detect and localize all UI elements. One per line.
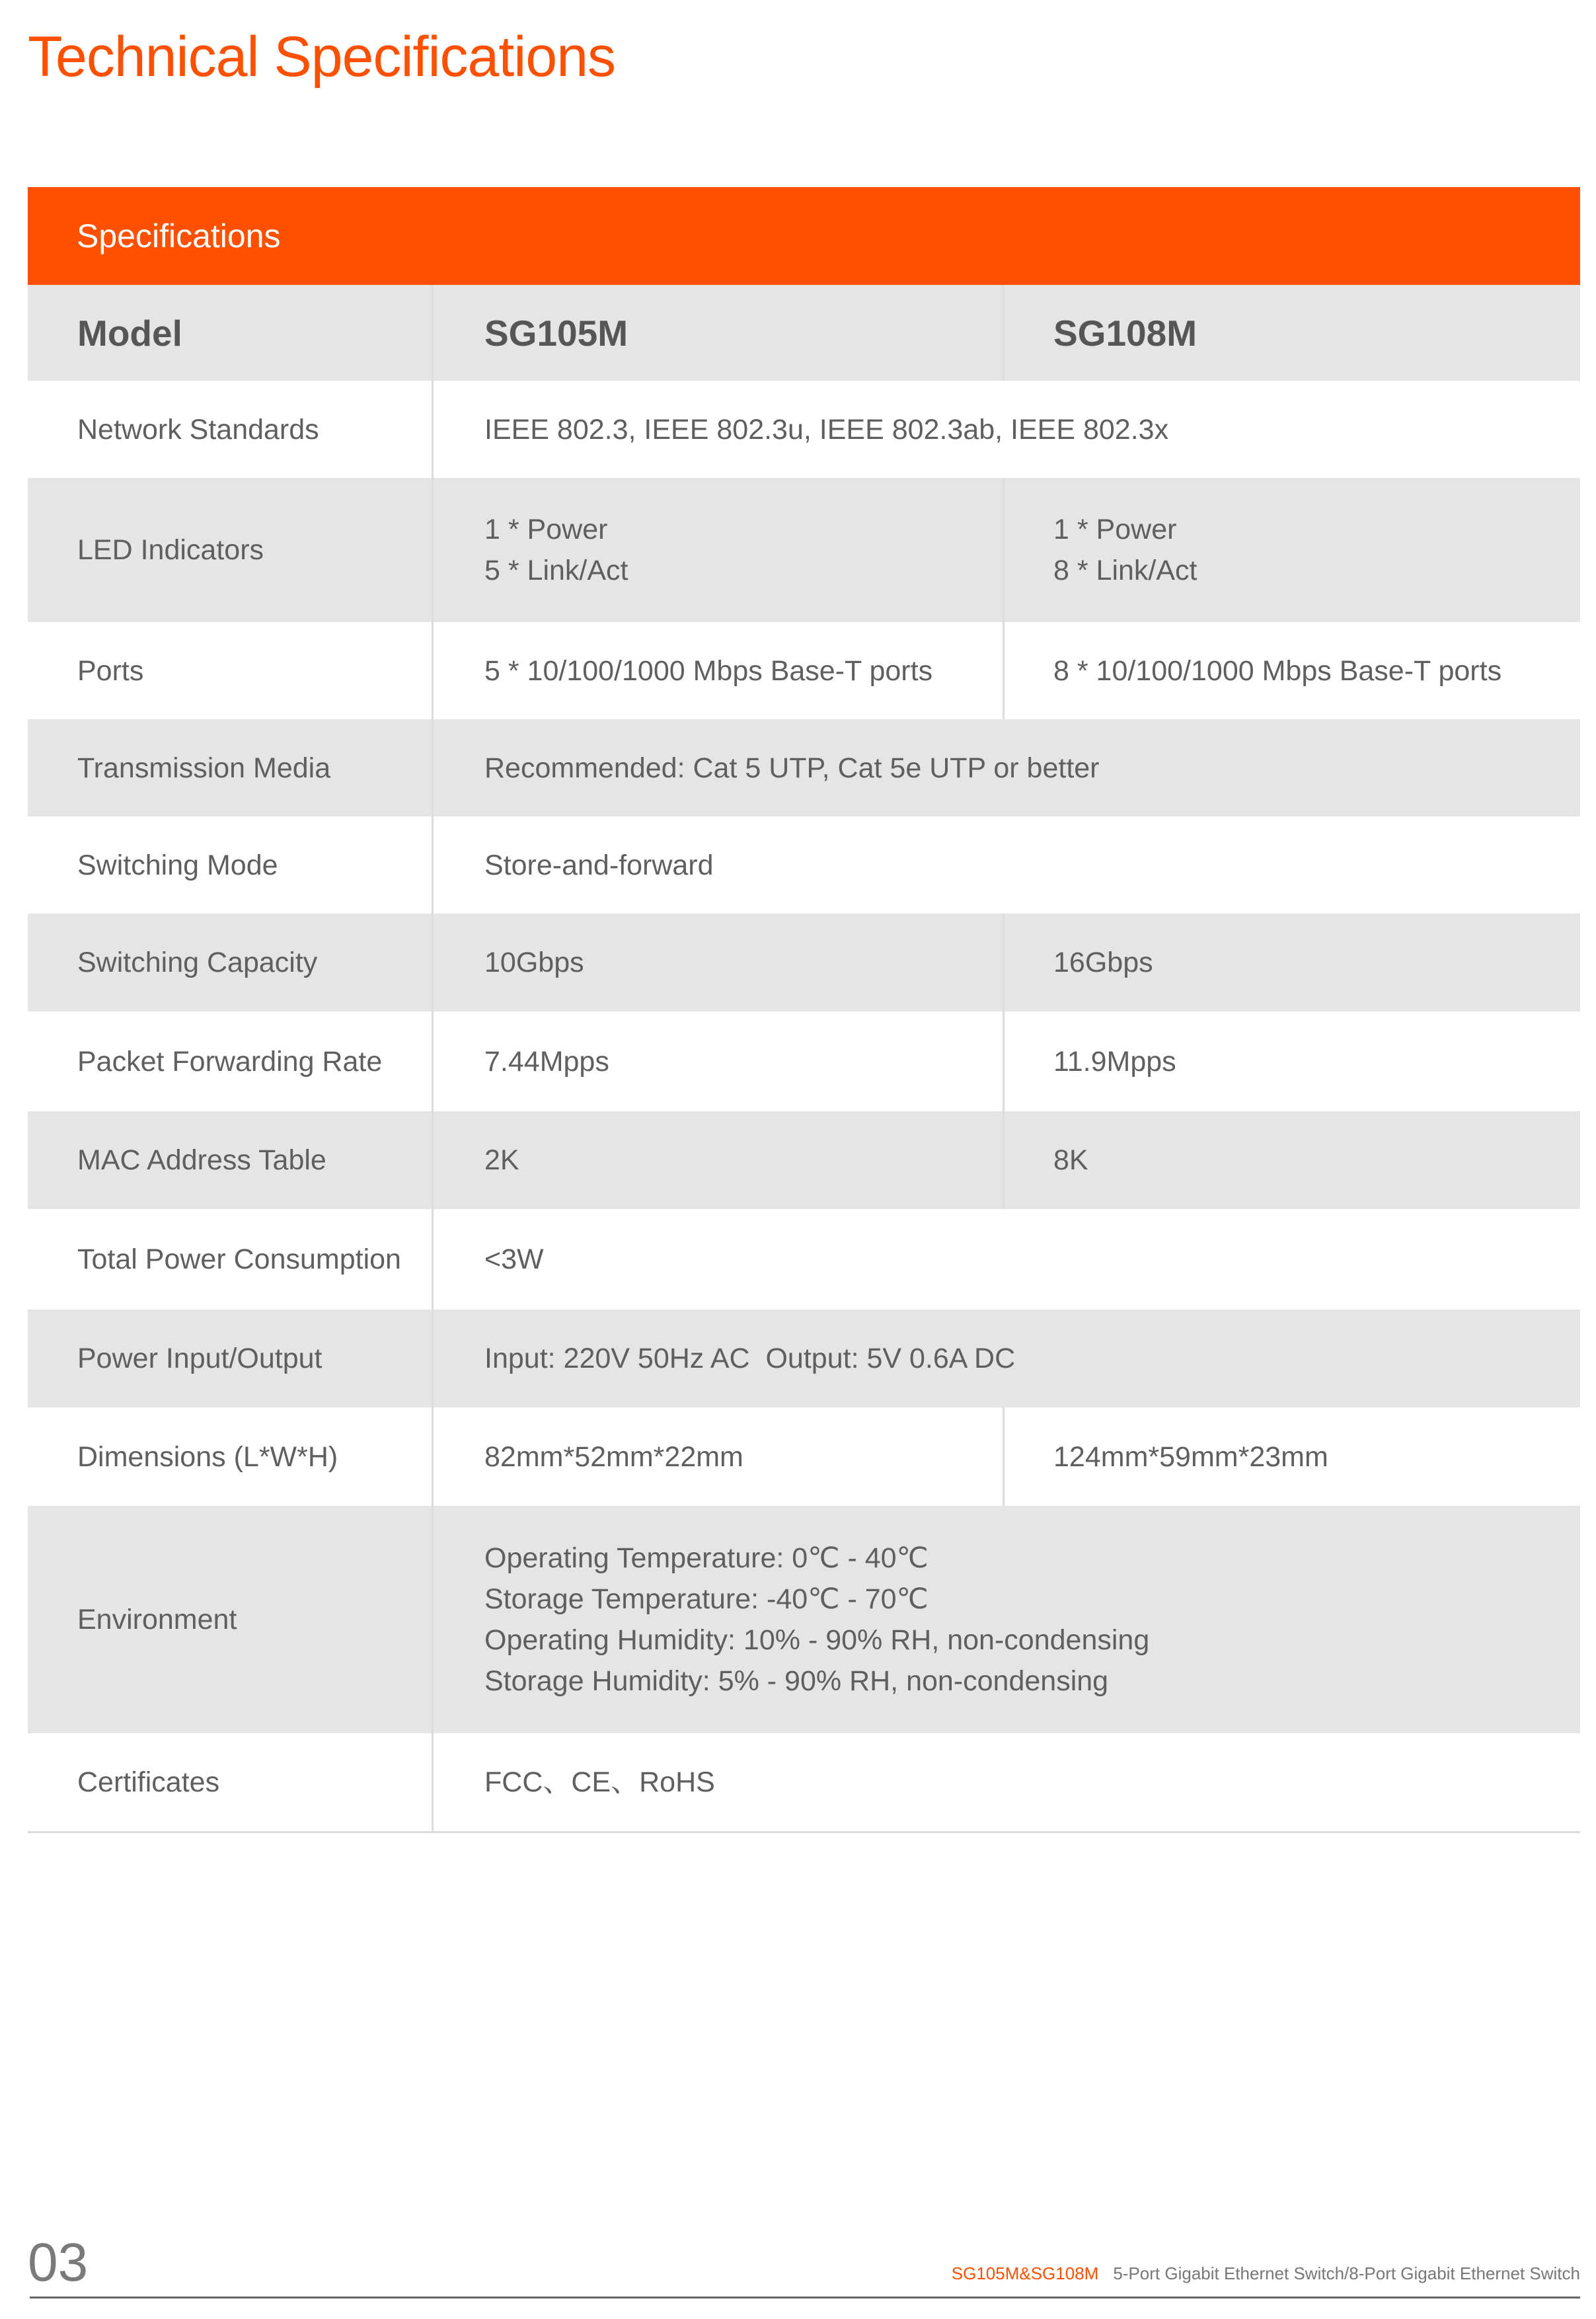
table-bottom-divider bbox=[28, 1831, 1580, 1833]
footer-divider bbox=[30, 2297, 1580, 2299]
header-sg108m-text: SG108M bbox=[1053, 312, 1197, 354]
table-row-transmission-media bbox=[28, 719, 1580, 816]
row-value bbox=[432, 1310, 1580, 1407]
row-value-text: FCC、CE、RoHS bbox=[484, 1766, 715, 1798]
specifications-band-label: Specifications bbox=[77, 217, 281, 255]
row-value-line: 5 * Link/Act bbox=[484, 555, 628, 586]
row-value bbox=[432, 1209, 1580, 1310]
row-value-text: Recommended: Cat 5 UTP, Cat 5e UTP or better bbox=[484, 752, 1100, 784]
row-label-text: LED Indicators bbox=[77, 534, 264, 566]
row-value-sg108m bbox=[1003, 478, 1580, 622]
page-title: Technical Specifications bbox=[28, 25, 616, 89]
row-label bbox=[28, 1209, 432, 1310]
header-sg105m-text: SG105M bbox=[484, 312, 628, 354]
table-row-environment bbox=[28, 1506, 1580, 1733]
row-label bbox=[28, 719, 432, 816]
row-value-sg105m bbox=[432, 1407, 1003, 1506]
row-label-text: Environment bbox=[77, 1604, 237, 1635]
row-label-text: Ports bbox=[77, 654, 144, 687]
row-label bbox=[28, 478, 432, 622]
row-value-line: Operating Temperature: 0℃ - 40℃ bbox=[484, 1542, 929, 1574]
footer-description: 5-Port Gigabit Ethernet Switch/8-Port Gigabit Ethernet Switch bbox=[1113, 2263, 1580, 2283]
page-number: 03 bbox=[28, 2232, 89, 2293]
row-value-line: Operating Humidity: 10% - 90% RH, non-condensing bbox=[484, 1624, 1150, 1656]
row-label bbox=[28, 381, 432, 478]
row-label bbox=[28, 1733, 432, 1831]
row-label-text: Switching Capacity bbox=[77, 947, 318, 978]
specifications-band bbox=[28, 187, 1580, 285]
table-row-switching-mode bbox=[28, 816, 1580, 914]
row-value-text: 2K bbox=[484, 1144, 519, 1176]
row-value-text: 7.44Mpps bbox=[484, 1045, 609, 1078]
table-row-certificates bbox=[28, 1733, 1580, 1831]
table-row-ports bbox=[28, 622, 1580, 719]
row-value-text: 82mm*52mm*22mm bbox=[484, 1440, 743, 1473]
row-value-text: 10Gbps bbox=[484, 947, 584, 978]
table-row-power-input-output bbox=[28, 1310, 1580, 1407]
row-value-sg105m bbox=[432, 1111, 1003, 1209]
table-row-dimensions bbox=[28, 1407, 1580, 1506]
row-value-sg108m bbox=[1003, 622, 1580, 719]
row-label bbox=[28, 1111, 432, 1209]
row-value bbox=[432, 719, 1580, 816]
row-value-text: 11.9Mpps bbox=[1053, 1045, 1176, 1078]
row-value bbox=[432, 381, 1580, 478]
row-label-text: Transmission Media bbox=[77, 752, 331, 784]
row-label-text: Power Input/Output bbox=[77, 1343, 323, 1374]
row-label bbox=[28, 1011, 432, 1111]
table-row-packet-forwarding-rate bbox=[28, 1011, 1580, 1111]
row-value-sg105m bbox=[432, 622, 1003, 719]
row-value bbox=[432, 1733, 1580, 1831]
header-model-label bbox=[28, 285, 432, 381]
row-label bbox=[28, 622, 432, 719]
row-label bbox=[28, 1506, 432, 1733]
row-label bbox=[28, 914, 432, 1011]
row-value-sg105m bbox=[432, 478, 1003, 622]
row-value-line: 1 * Power bbox=[1053, 514, 1177, 545]
row-label bbox=[28, 1407, 432, 1506]
table-row-network-standards bbox=[28, 381, 1580, 478]
row-value-sg108m bbox=[1003, 1407, 1580, 1506]
row-value-sg108m bbox=[1003, 914, 1580, 1011]
row-label bbox=[28, 816, 432, 914]
row-value-sg108m bbox=[1003, 1111, 1580, 1209]
table-row-led-indicators bbox=[28, 478, 1580, 622]
row-label-text: Certificates bbox=[77, 1766, 220, 1798]
footer-caption bbox=[952, 2263, 1580, 2283]
row-value-text: Input: 220V 50Hz AC Output: 5V 0.6A DC bbox=[484, 1343, 1016, 1374]
row-value-sg105m bbox=[432, 914, 1003, 1011]
row-label-text: Switching Mode bbox=[77, 849, 278, 881]
row-label-text: Total Power Consumption bbox=[77, 1243, 401, 1275]
table-row-total-power-consumption bbox=[28, 1209, 1580, 1310]
row-label-text: MAC Address Table bbox=[77, 1144, 326, 1176]
header-sg105m bbox=[432, 285, 1003, 381]
row-value-text: <3W bbox=[484, 1243, 544, 1275]
table-row-mac-address-table bbox=[28, 1111, 1580, 1209]
row-label bbox=[28, 1310, 432, 1407]
header-model-text: Model bbox=[77, 312, 182, 354]
row-value-line: 8 * Link/Act bbox=[1053, 555, 1197, 586]
row-label-text: Dimensions (L*W*H) bbox=[77, 1440, 338, 1473]
row-label-text: Network Standards bbox=[77, 413, 319, 446]
row-value-text: IEEE 802.3, IEEE 802.3u, IEEE 802.3ab, IEEE 802.3x bbox=[484, 413, 1169, 446]
row-value-text: Store-and-forward bbox=[484, 849, 714, 881]
row-value-text: 8K bbox=[1053, 1144, 1088, 1176]
table-header-row bbox=[28, 285, 1580, 381]
row-value bbox=[432, 1506, 1580, 1733]
table-row-switching-capacity bbox=[28, 914, 1580, 1011]
row-value-sg105m bbox=[432, 1011, 1003, 1111]
row-value-text: 124mm*59mm*23mm bbox=[1053, 1440, 1328, 1473]
row-value-line: Storage Temperature: -40℃ - 70℃ bbox=[484, 1583, 929, 1615]
row-value-sg108m bbox=[1003, 1011, 1580, 1111]
specifications-table bbox=[28, 187, 1580, 1833]
header-sg108m bbox=[1003, 285, 1580, 381]
row-value-line: 1 * Power bbox=[484, 514, 608, 545]
row-value-text: 5 * 10/100/1000 Mbps Base-T ports bbox=[484, 654, 933, 687]
row-value bbox=[432, 816, 1580, 914]
row-value-line: Storage Humidity: 5% - 90% RH, non-condensing bbox=[484, 1665, 1109, 1697]
row-label-text: Packet Forwarding Rate bbox=[77, 1045, 383, 1078]
row-value-text: 16Gbps bbox=[1053, 947, 1153, 978]
row-value-text: 8 * 10/100/1000 Mbps Base-T ports bbox=[1053, 654, 1502, 687]
footer-model: SG105M&SG108M bbox=[951, 2263, 1099, 2283]
